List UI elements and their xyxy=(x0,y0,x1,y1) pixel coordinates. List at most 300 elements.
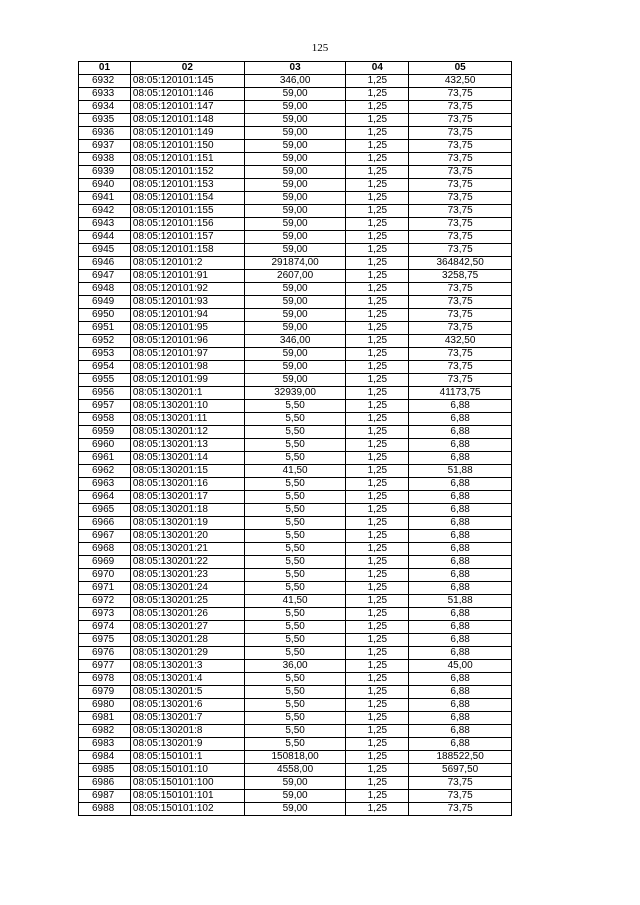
cadastral-number-cell: 08:05:120101:150 xyxy=(130,140,244,153)
cadastral-number-cell: 08:05:150101:101 xyxy=(130,790,244,803)
coefficient-cell: 1,25 xyxy=(346,387,409,400)
result-cell: 6,88 xyxy=(409,738,512,751)
table-row xyxy=(79,634,512,647)
cadastral-number-cell: 08:05:120101:157 xyxy=(130,231,244,244)
coefficient-cell: 1,25 xyxy=(346,361,409,374)
coefficient-cell: 1,25 xyxy=(346,218,409,231)
coefficient-cell: 1,25 xyxy=(346,270,409,283)
value-cell: 5,50 xyxy=(244,478,346,491)
row-number-cell: 6955 xyxy=(79,374,131,387)
result-cell: 73,75 xyxy=(409,127,512,140)
cadastral-number-cell: 08:05:130201:23 xyxy=(130,569,244,582)
row-number-cell: 6951 xyxy=(79,322,131,335)
table-row xyxy=(79,270,512,283)
table-row xyxy=(79,387,512,400)
value-cell: 59,00 xyxy=(244,114,346,127)
row-number-cell: 6978 xyxy=(79,673,131,686)
value-cell: 5,50 xyxy=(244,569,346,582)
result-cell: 6,88 xyxy=(409,725,512,738)
row-number-cell: 6982 xyxy=(79,725,131,738)
coefficient-cell: 1,25 xyxy=(346,439,409,452)
result-cell: 6,88 xyxy=(409,582,512,595)
coefficient-cell: 1,25 xyxy=(346,101,409,114)
coefficient-cell: 1,25 xyxy=(346,348,409,361)
table-row xyxy=(79,764,512,777)
result-cell: 6,88 xyxy=(409,478,512,491)
coefficient-cell: 1,25 xyxy=(346,582,409,595)
result-cell: 73,75 xyxy=(409,140,512,153)
row-number-cell: 6943 xyxy=(79,218,131,231)
result-cell: 432,50 xyxy=(409,335,512,348)
result-cell: 73,75 xyxy=(409,88,512,101)
coefficient-cell: 1,25 xyxy=(346,725,409,738)
value-cell: 5,50 xyxy=(244,556,346,569)
value-cell: 59,00 xyxy=(244,153,346,166)
value-cell: 5,50 xyxy=(244,621,346,634)
result-cell: 6,88 xyxy=(409,556,512,569)
coefficient-cell: 1,25 xyxy=(346,777,409,790)
coefficient-cell: 1,25 xyxy=(346,400,409,413)
table-row xyxy=(79,790,512,803)
row-number-cell: 6942 xyxy=(79,205,131,218)
cadastral-number-cell: 08:05:120101:145 xyxy=(130,75,244,88)
cadastral-number-cell: 08:05:130201:22 xyxy=(130,556,244,569)
coefficient-cell: 1,25 xyxy=(346,257,409,270)
cadastral-number-cell: 08:05:120101:92 xyxy=(130,283,244,296)
result-cell: 73,75 xyxy=(409,296,512,309)
row-number-cell: 6975 xyxy=(79,634,131,647)
row-number-cell: 6969 xyxy=(79,556,131,569)
coefficient-cell: 1,25 xyxy=(346,127,409,140)
row-number-cell: 6979 xyxy=(79,686,131,699)
cadastral-number-cell: 08:05:130201:14 xyxy=(130,452,244,465)
row-number-cell: 6977 xyxy=(79,660,131,673)
row-number-cell: 6960 xyxy=(79,439,131,452)
value-cell: 5,50 xyxy=(244,426,346,439)
result-cell: 6,88 xyxy=(409,712,512,725)
page-number: 125 xyxy=(311,42,329,54)
cadastral-number-cell: 08:05:120101:91 xyxy=(130,270,244,283)
result-cell: 6,88 xyxy=(409,517,512,530)
coefficient-cell: 1,25 xyxy=(346,712,409,725)
cadastral-number-cell: 08:05:120101:97 xyxy=(130,348,244,361)
coefficient-cell: 1,25 xyxy=(346,621,409,634)
row-number-cell: 6959 xyxy=(79,426,131,439)
cadastral-number-cell: 08:05:130201:25 xyxy=(130,595,244,608)
value-cell: 59,00 xyxy=(244,192,346,205)
coefficient-cell: 1,25 xyxy=(346,634,409,647)
table-row xyxy=(79,712,512,725)
coefficient-cell: 1,25 xyxy=(346,478,409,491)
value-cell: 59,00 xyxy=(244,283,346,296)
cadastral-number-cell: 08:05:120101:153 xyxy=(130,179,244,192)
table-row xyxy=(79,439,512,452)
result-cell: 73,75 xyxy=(409,114,512,127)
value-cell: 41,50 xyxy=(244,465,346,478)
row-number-cell: 6986 xyxy=(79,777,131,790)
table-row xyxy=(79,244,512,257)
result-cell: 51,88 xyxy=(409,465,512,478)
cadastral-number-cell: 08:05:130201:24 xyxy=(130,582,244,595)
cadastral-number-cell: 08:05:130201:5 xyxy=(130,686,244,699)
result-cell: 73,75 xyxy=(409,166,512,179)
cadastral-number-cell: 08:05:120101:2 xyxy=(130,257,244,270)
coefficient-cell: 1,25 xyxy=(346,686,409,699)
value-cell: 5,50 xyxy=(244,413,346,426)
value-cell: 5,50 xyxy=(244,582,346,595)
cadastral-number-cell: 08:05:130201:7 xyxy=(130,712,244,725)
cadastral-number-cell: 08:05:150101:100 xyxy=(130,777,244,790)
row-number-cell: 6968 xyxy=(79,543,131,556)
row-number-cell: 6934 xyxy=(79,101,131,114)
coefficient-cell: 1,25 xyxy=(346,140,409,153)
coefficient-cell: 1,25 xyxy=(346,504,409,517)
coefficient-cell: 1,25 xyxy=(346,75,409,88)
value-cell: 5,50 xyxy=(244,647,346,660)
result-cell: 432,50 xyxy=(409,75,512,88)
table-row xyxy=(79,556,512,569)
row-number-cell: 6974 xyxy=(79,621,131,634)
coefficient-cell: 1,25 xyxy=(346,166,409,179)
row-number-cell: 6962 xyxy=(79,465,131,478)
value-cell: 59,00 xyxy=(244,309,346,322)
result-cell: 6,88 xyxy=(409,621,512,634)
cadastral-number-cell: 08:05:120101:154 xyxy=(130,192,244,205)
result-cell: 73,75 xyxy=(409,283,512,296)
table-row xyxy=(79,283,512,296)
row-number-cell: 6936 xyxy=(79,127,131,140)
table-row xyxy=(79,647,512,660)
table-row xyxy=(79,803,512,816)
table-row xyxy=(79,179,512,192)
value-cell: 59,00 xyxy=(244,322,346,335)
coefficient-cell: 1,25 xyxy=(346,491,409,504)
value-cell: 59,00 xyxy=(244,361,346,374)
cadastral-number-cell: 08:05:120101:98 xyxy=(130,361,244,374)
table-row xyxy=(79,153,512,166)
row-number-cell: 6935 xyxy=(79,114,131,127)
value-cell: 5,50 xyxy=(244,699,346,712)
cadastral-number-cell: 08:05:130201:4 xyxy=(130,673,244,686)
cadastral-number-cell: 08:05:130201:29 xyxy=(130,647,244,660)
value-cell: 346,00 xyxy=(244,75,346,88)
coefficient-cell: 1,25 xyxy=(346,530,409,543)
coefficient-cell: 1,25 xyxy=(346,452,409,465)
row-number-cell: 6956 xyxy=(79,387,131,400)
row-number-cell: 6953 xyxy=(79,348,131,361)
cadastral-number-cell: 08:05:120101:147 xyxy=(130,101,244,114)
result-cell: 73,75 xyxy=(409,777,512,790)
result-cell: 73,75 xyxy=(409,205,512,218)
cadastral-number-cell: 08:05:130201:28 xyxy=(130,634,244,647)
table-row xyxy=(79,296,512,309)
row-number-cell: 6941 xyxy=(79,192,131,205)
coefficient-cell: 1,25 xyxy=(346,608,409,621)
row-number-cell: 6976 xyxy=(79,647,131,660)
coefficient-cell: 1,25 xyxy=(346,374,409,387)
result-cell: 6,88 xyxy=(409,439,512,452)
result-cell: 6,88 xyxy=(409,608,512,621)
value-cell: 5,50 xyxy=(244,530,346,543)
value-cell: 5,50 xyxy=(244,738,346,751)
coefficient-cell: 1,25 xyxy=(346,322,409,335)
cadastral-number-cell: 08:05:120101:96 xyxy=(130,335,244,348)
value-cell: 59,00 xyxy=(244,179,346,192)
result-cell: 73,75 xyxy=(409,803,512,816)
data-table xyxy=(78,61,512,816)
result-cell: 6,88 xyxy=(409,452,512,465)
value-cell: 5,50 xyxy=(244,543,346,556)
value-cell: 5,50 xyxy=(244,517,346,530)
coefficient-cell: 1,25 xyxy=(346,231,409,244)
row-number-cell: 6985 xyxy=(79,764,131,777)
value-cell: 5,50 xyxy=(244,686,346,699)
table-row xyxy=(79,517,512,530)
row-number-cell: 6948 xyxy=(79,283,131,296)
column-header-01: 01 xyxy=(79,62,131,75)
table-row xyxy=(79,114,512,127)
result-cell: 6,88 xyxy=(409,413,512,426)
table-row xyxy=(79,673,512,686)
coefficient-cell: 1,25 xyxy=(346,673,409,686)
coefficient-cell: 1,25 xyxy=(346,309,409,322)
coefficient-cell: 1,25 xyxy=(346,114,409,127)
row-number-cell: 6939 xyxy=(79,166,131,179)
cadastral-number-cell: 08:05:130201:16 xyxy=(130,478,244,491)
coefficient-cell: 1,25 xyxy=(346,517,409,530)
table-row xyxy=(79,686,512,699)
coefficient-cell: 1,25 xyxy=(346,179,409,192)
coefficient-cell: 1,25 xyxy=(346,153,409,166)
value-cell: 59,00 xyxy=(244,101,346,114)
cadastral-number-cell: 08:05:130201:1 xyxy=(130,387,244,400)
cadastral-number-cell: 08:05:130201:10 xyxy=(130,400,244,413)
cadastral-number-cell: 08:05:130201:9 xyxy=(130,738,244,751)
result-cell: 3258,75 xyxy=(409,270,512,283)
cadastral-number-cell: 08:05:120101:152 xyxy=(130,166,244,179)
cadastral-number-cell: 08:05:120101:155 xyxy=(130,205,244,218)
table-row xyxy=(79,751,512,764)
value-cell: 41,50 xyxy=(244,595,346,608)
result-cell: 6,88 xyxy=(409,530,512,543)
column-header-05: 05 xyxy=(409,62,512,75)
value-cell: 2607,00 xyxy=(244,270,346,283)
table-body xyxy=(79,75,512,816)
value-cell: 291874,00 xyxy=(244,257,346,270)
value-cell: 5,50 xyxy=(244,712,346,725)
value-cell: 59,00 xyxy=(244,803,346,816)
table-row xyxy=(79,348,512,361)
table-row xyxy=(79,127,512,140)
row-number-cell: 6945 xyxy=(79,244,131,257)
result-cell: 73,75 xyxy=(409,231,512,244)
coefficient-cell: 1,25 xyxy=(346,764,409,777)
cadastral-number-cell: 08:05:120101:149 xyxy=(130,127,244,140)
value-cell: 5,50 xyxy=(244,439,346,452)
result-cell: 73,75 xyxy=(409,322,512,335)
result-cell: 51,88 xyxy=(409,595,512,608)
result-cell: 6,88 xyxy=(409,504,512,517)
table-row xyxy=(79,595,512,608)
result-cell: 364842,50 xyxy=(409,257,512,270)
cadastral-number-cell: 08:05:130201:18 xyxy=(130,504,244,517)
table-row xyxy=(79,465,512,478)
value-cell: 5,50 xyxy=(244,673,346,686)
coefficient-cell: 1,25 xyxy=(346,595,409,608)
table-row xyxy=(79,491,512,504)
value-cell: 59,00 xyxy=(244,218,346,231)
cadastral-number-cell: 08:05:120101:156 xyxy=(130,218,244,231)
table-row xyxy=(79,569,512,582)
row-number-cell: 6984 xyxy=(79,751,131,764)
result-cell: 73,75 xyxy=(409,153,512,166)
table-header xyxy=(79,62,512,75)
table-row xyxy=(79,504,512,517)
column-header-02: 02 xyxy=(130,62,244,75)
table-row xyxy=(79,582,512,595)
value-cell: 59,00 xyxy=(244,205,346,218)
row-number-cell: 6950 xyxy=(79,309,131,322)
row-number-cell: 6958 xyxy=(79,413,131,426)
table-row xyxy=(79,452,512,465)
table-row xyxy=(79,530,512,543)
header-row xyxy=(79,62,512,75)
result-cell: 5697,50 xyxy=(409,764,512,777)
value-cell: 59,00 xyxy=(244,127,346,140)
result-cell: 73,75 xyxy=(409,101,512,114)
value-cell: 5,50 xyxy=(244,400,346,413)
value-cell: 5,50 xyxy=(244,725,346,738)
value-cell: 32939,00 xyxy=(244,387,346,400)
result-cell: 73,75 xyxy=(409,348,512,361)
cadastral-number-cell: 08:05:120101:146 xyxy=(130,88,244,101)
coefficient-cell: 1,25 xyxy=(346,647,409,660)
table-row xyxy=(79,374,512,387)
cadastral-number-cell: 08:05:120101:151 xyxy=(130,153,244,166)
row-number-cell: 6954 xyxy=(79,361,131,374)
row-number-cell: 6970 xyxy=(79,569,131,582)
column-header-03: 03 xyxy=(244,62,346,75)
result-cell: 6,88 xyxy=(409,647,512,660)
table-row xyxy=(79,621,512,634)
row-number-cell: 6967 xyxy=(79,530,131,543)
coefficient-cell: 1,25 xyxy=(346,296,409,309)
result-cell: 73,75 xyxy=(409,790,512,803)
result-cell: 6,88 xyxy=(409,686,512,699)
value-cell: 59,00 xyxy=(244,140,346,153)
cadastral-number-cell: 08:05:130201:20 xyxy=(130,530,244,543)
value-cell: 346,00 xyxy=(244,335,346,348)
value-cell: 5,50 xyxy=(244,452,346,465)
row-number-cell: 6932 xyxy=(79,75,131,88)
table-row xyxy=(79,543,512,556)
row-number-cell: 6947 xyxy=(79,270,131,283)
result-cell: 45,00 xyxy=(409,660,512,673)
cadastral-number-cell: 08:05:120101:158 xyxy=(130,244,244,257)
result-cell: 6,88 xyxy=(409,543,512,556)
coefficient-cell: 1,25 xyxy=(346,192,409,205)
coefficient-cell: 1,25 xyxy=(346,543,409,556)
value-cell: 59,00 xyxy=(244,244,346,257)
row-number-cell: 6944 xyxy=(79,231,131,244)
cadastral-number-cell: 08:05:130201:12 xyxy=(130,426,244,439)
value-cell: 59,00 xyxy=(244,790,346,803)
row-number-cell: 6961 xyxy=(79,452,131,465)
row-number-cell: 6946 xyxy=(79,257,131,270)
table-row xyxy=(79,660,512,673)
result-cell: 6,88 xyxy=(409,673,512,686)
result-cell: 6,88 xyxy=(409,569,512,582)
table-row xyxy=(79,192,512,205)
coefficient-cell: 1,25 xyxy=(346,283,409,296)
value-cell: 150818,00 xyxy=(244,751,346,764)
cadastral-number-cell: 08:05:130201:19 xyxy=(130,517,244,530)
coefficient-cell: 1,25 xyxy=(346,335,409,348)
table-row xyxy=(79,257,512,270)
cadastral-number-cell: 08:05:130201:6 xyxy=(130,699,244,712)
cadastral-number-cell: 08:05:130201:17 xyxy=(130,491,244,504)
table-row xyxy=(79,309,512,322)
cadastral-number-cell: 08:05:120101:95 xyxy=(130,322,244,335)
table-row xyxy=(79,101,512,114)
result-cell: 73,75 xyxy=(409,179,512,192)
column-header-04: 04 xyxy=(346,62,409,75)
cadastral-number-cell: 08:05:130201:13 xyxy=(130,439,244,452)
result-cell: 41173,75 xyxy=(409,387,512,400)
value-cell: 59,00 xyxy=(244,777,346,790)
value-cell: 59,00 xyxy=(244,166,346,179)
cadastral-number-cell: 08:05:120101:148 xyxy=(130,114,244,127)
cadastral-number-cell: 08:05:130201:15 xyxy=(130,465,244,478)
value-cell: 59,00 xyxy=(244,296,346,309)
table-row xyxy=(79,140,512,153)
table-row xyxy=(79,335,512,348)
coefficient-cell: 1,25 xyxy=(346,660,409,673)
table-row xyxy=(79,777,512,790)
cadastral-number-cell: 08:05:130201:27 xyxy=(130,621,244,634)
table-row xyxy=(79,231,512,244)
table-row xyxy=(79,699,512,712)
cadastral-number-cell: 08:05:150101:1 xyxy=(130,751,244,764)
row-number-cell: 6952 xyxy=(79,335,131,348)
value-cell: 5,50 xyxy=(244,504,346,517)
table-row xyxy=(79,738,512,751)
cadastral-number-cell: 08:05:120101:99 xyxy=(130,374,244,387)
value-cell: 59,00 xyxy=(244,231,346,244)
coefficient-cell: 1,25 xyxy=(346,88,409,101)
value-cell: 36,00 xyxy=(244,660,346,673)
cadastral-number-cell: 08:05:120101:93 xyxy=(130,296,244,309)
cadastral-number-cell: 08:05:130201:26 xyxy=(130,608,244,621)
result-cell: 73,75 xyxy=(409,192,512,205)
result-cell: 188522,50 xyxy=(409,751,512,764)
table-row xyxy=(79,166,512,179)
coefficient-cell: 1,25 xyxy=(346,751,409,764)
result-cell: 6,88 xyxy=(409,699,512,712)
coefficient-cell: 1,25 xyxy=(346,205,409,218)
coefficient-cell: 1,25 xyxy=(346,465,409,478)
row-number-cell: 6933 xyxy=(79,88,131,101)
row-number-cell: 6938 xyxy=(79,153,131,166)
row-number-cell: 6963 xyxy=(79,478,131,491)
cadastral-number-cell: 08:05:130201:11 xyxy=(130,413,244,426)
cadastral-number-cell: 08:05:150101:10 xyxy=(130,764,244,777)
table-row xyxy=(79,400,512,413)
value-cell: 5,50 xyxy=(244,608,346,621)
table-row xyxy=(79,608,512,621)
table-row xyxy=(79,88,512,101)
value-cell: 5,50 xyxy=(244,491,346,504)
